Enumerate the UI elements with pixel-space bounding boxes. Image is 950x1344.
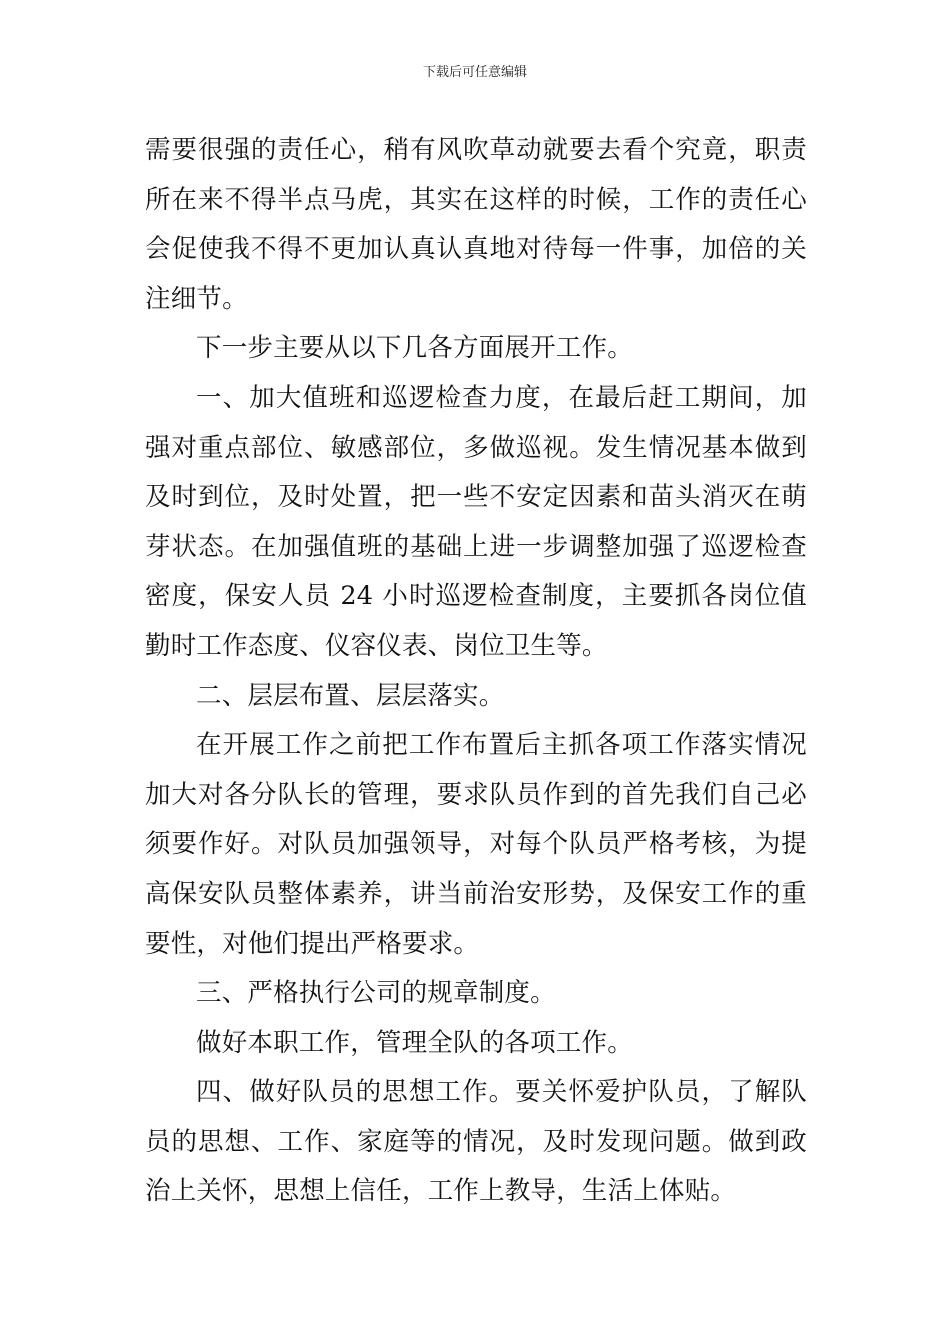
paragraph-item-4: 四、做好队员的思想工作。要关怀爱护队员，了解队员的思想、工作、家庭等的情况，及时发现问题。做到政治上关怀，思想上信任，工作上教导，生活上体贴。 — [145, 1077, 807, 1207]
paragraph-item-2-heading: 二、层层布置、层层落实。 — [196, 680, 505, 711]
paragraph-item-2-body: 在开展工作之前把工作布置后主抓各项工作落实情况加大对各分队长的管理，要求队员作到的首先我们自己必须要作好。对队员加强领导，对每个队员严格考核，为提高保安队员整体素养，讲当前治安形势，及保安工作的重要性，对他们提出严格要求。 — [145, 730, 807, 959]
page-header: 下载后可任意编辑 — [422, 65, 527, 80]
paragraph-item-3-heading: 三、严格执行公司的规章制度。 — [196, 978, 556, 1009]
paragraph-next-steps: 下一步主要从以下几各方面展开工作。 — [196, 333, 633, 364]
paragraph-item-1: 一、加大值班和巡逻检查力度，在最后赶工期间，加强对重点部位、敏感部位，多做巡视。发生情况基本做到及时到位，及时处置，把一些不安定因素和苗头消灭在萌芽状态。在加强值班的基础上进一步调整加强了巡逻检查密度，保安人员 24 小时巡逻检查制度，主要抓各岗位值勤时工作态度、仪容仪表、岗位卫生等。 — [145, 382, 807, 661]
document-body — [145, 126, 807, 1217]
paragraph-intro: 需要很强的责任心，稍有风吹草动就要去看个究竟，职责所在来不得半点马虎，其实在这样的时候，工作的责任心会促使我不得不更加认真认真地对待每一件事，加倍的关注细节。 — [145, 135, 807, 314]
paragraph-item-3-body: 做好本职工作，管理全队的各项工作。 — [196, 1027, 633, 1058]
